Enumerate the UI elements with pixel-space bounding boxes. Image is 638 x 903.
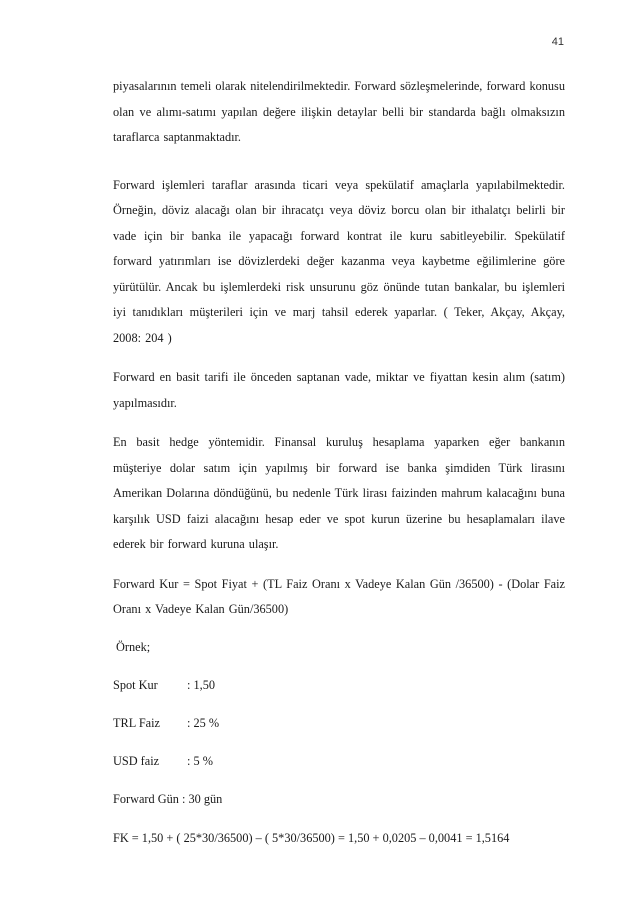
example-label: Spot Kur xyxy=(113,677,158,692)
paragraph-forward-operations: Forward işlemleri taraflar arasında ticari veya spekülatif amaçlarla yapılabilmektedir. Örneğin, döviz alacağı olan bir ihracatçı veya döviz borcu olan bir ithalatçı belirli bir vade için bir banka ile yapacağı forward kontrat ile kuru sabitleyebilir. Spekülatif forward yatırımları ise dövizlerdeki değer kazanma veya kaybetme eğilimlerine göre yürütülür. Ancak bu işlemlerdeki risk unsurunu göz önünde tutan bankalar, bu işlemleri iyi tanıdıkları müşterileri için ve marj tahsil ederek yaparlar. ( Teker, Akçay, Akçay, 2008: 204 ) xyxy=(113,177,565,345)
paragraph-hedge-method: En basit hedge yöntemidir. Finansal kuruluş hesaplama yaparken eğer bankanın müşteriye dolar satım için yapılmış bir forward ise banka şimdiden Türk lirasını Amerikan Dolarına döndüğünü, bu nedenle Türk lirası faizinden mahrum kalacağını buna karşılık USD faizi alacağını hesap eder ve spot kurun üzerine bu hesaplamaları ilave ederek bir forward kuruna ulaşır. xyxy=(113,435,565,551)
example-heading: Örnek; xyxy=(116,639,151,654)
example-formula: FK = 1,50 + ( 25*30/36500) – ( 5*30/36500) = 1,50 + 0,0205 – 0,0041 = 1,5164 xyxy=(113,830,510,845)
example-row-trl-interest xyxy=(113,711,565,735)
paragraph-forward-simple-definition: Forward en basit tarifi ile önceden saptanan vade, miktar ve fiyattan kesin alım (satım) yapılmasıdır. xyxy=(113,370,565,410)
example-row-spot-rate xyxy=(113,673,565,697)
paragraph-forward-rate-formula: Forward Kur = Spot Fiyat + (TL Faiz Oranı x Vadeye Kalan Gün /36500) - (Dolar Faiz Oranı x Vadeye Kalan Gün/36500) xyxy=(113,576,565,616)
example-value: : 25 % xyxy=(187,715,220,730)
example-label: USD faiz xyxy=(113,753,160,768)
example-label: TRL Faiz xyxy=(113,715,161,730)
document-body xyxy=(113,74,565,850)
example-value: : 1,50 xyxy=(187,677,216,692)
example-row-usd-interest xyxy=(113,749,565,773)
example-forward-day: Forward Gün : 30 gün xyxy=(113,791,223,806)
example-value: : 5 % xyxy=(187,753,213,768)
paragraph-forward-definition: piyasalarının temeli olarak nitelendirilmektedir. Forward sözleşmelerinde, forward konusu olan ve alımı-satımı yapılan değere ilişkin detaylar belli bir standarda bağlı olmaksızın taraflarca saptanmaktadır. xyxy=(113,79,565,144)
page-number: 41 xyxy=(551,36,564,48)
example-row-forward-days xyxy=(113,787,565,811)
